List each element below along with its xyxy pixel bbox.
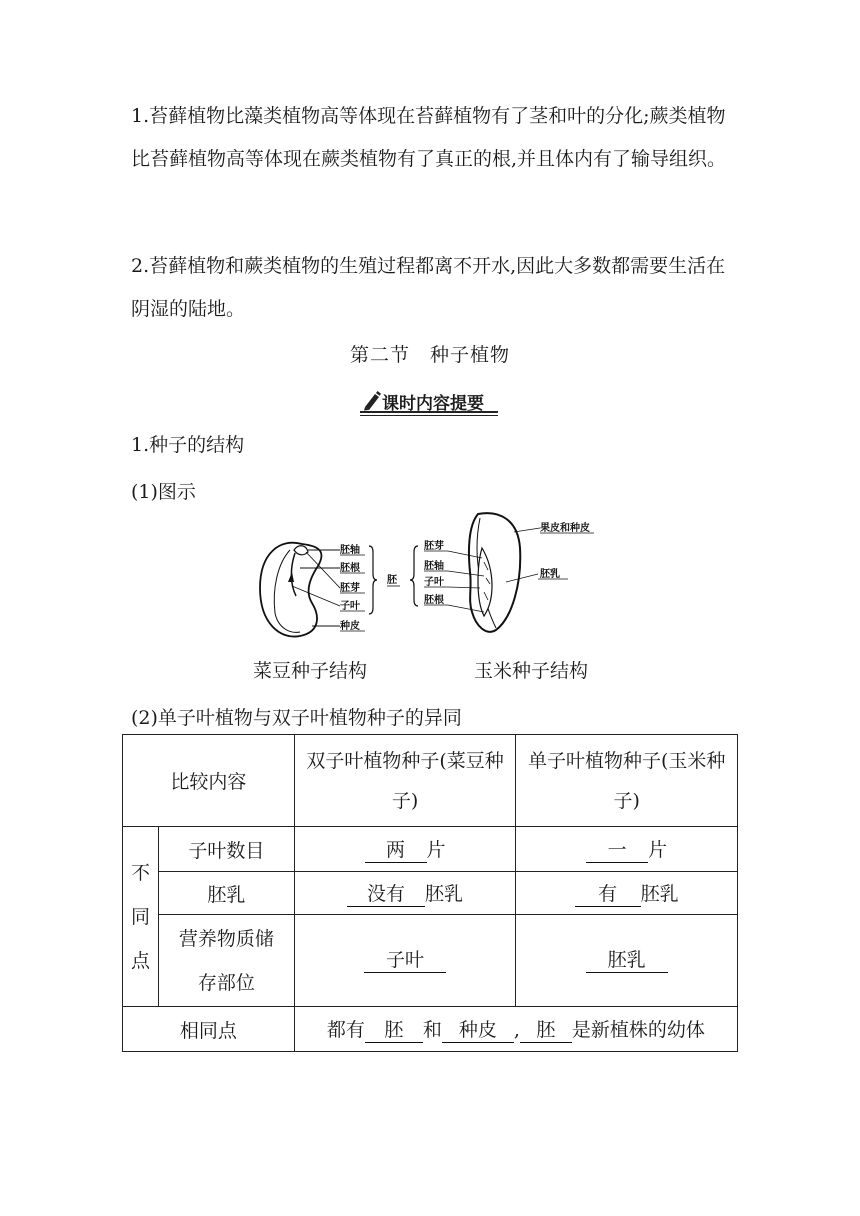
cell-monocot-endosperm	[516, 872, 738, 915]
section-title: 第二节 种子植物	[349, 344, 510, 366]
answer-blank: 胚乳	[586, 948, 668, 973]
header-monocot: 单子叶植物种子(玉米种子)	[516, 735, 738, 827]
corn-label-cotyledon: 子叶	[424, 577, 444, 588]
paragraph-2: 2.苔藓植物和蕨类植物的生殖过程都离不开水,因此大多数都需要生活在阴湿的陆地。	[131, 255, 726, 320]
cell-suffix: 片	[648, 839, 668, 861]
banner-rule-thin	[360, 415, 498, 416]
answer-blank: 有	[575, 882, 641, 907]
table-row	[123, 915, 738, 1007]
cell-dicot-endosperm	[294, 872, 516, 915]
same-prefix: 都有	[326, 1019, 365, 1041]
diff-group-label: 不同点	[123, 827, 159, 1007]
same-suffix: 是新植株的幼体	[571, 1019, 705, 1041]
paragraph-1: 1.苔藓植物比藻类植物高等体现在苔藓植物有了茎和叶的分化;蕨类植物比苔藓植物高等体现在蕨类植物有了真正的根,并且体内有了输导组织。	[131, 105, 727, 170]
bean-label-plumule: 胚芽	[340, 583, 360, 594]
cell-monocot-cotyledon	[516, 827, 738, 872]
cell-suffix: 胚乳	[425, 883, 464, 905]
answer-blank: 两	[365, 838, 427, 863]
row-label-storage: 营养物质储存部位	[158, 915, 294, 1007]
corn-label-hypocotyl: 胚轴	[424, 561, 444, 572]
embryo-label: 胚	[387, 575, 397, 586]
corn-brace	[410, 546, 418, 606]
table-row	[123, 827, 738, 872]
table-header-row	[123, 735, 738, 827]
same-points-label: 相同点	[123, 1007, 295, 1052]
bean-caption: 菜豆种子结构	[253, 660, 368, 682]
cell-suffix: 片	[426, 839, 446, 861]
seed-structure-diagram	[250, 508, 620, 648]
answer-blank: 没有	[347, 882, 425, 907]
row-label-endosperm: 胚乳	[158, 872, 294, 915]
cell-monocot-storage	[516, 915, 738, 1007]
answer-blank: 种皮	[442, 1018, 514, 1043]
answer-blank: 胚	[520, 1018, 572, 1043]
cell-suffix: 胚乳	[640, 883, 679, 905]
banner-rule	[360, 411, 498, 413]
table-row-same	[123, 1007, 738, 1052]
corn-label-plumule: 胚芽	[424, 541, 444, 552]
answer-blank: 子叶	[364, 948, 446, 973]
same-points-content	[294, 1007, 737, 1052]
answer-blank: 一	[586, 838, 648, 863]
row-label-cotyledon-count: 子叶数目	[158, 827, 294, 872]
corn-label-pericarp: 果皮和种皮	[540, 523, 590, 534]
bean-label-cotyledon: 子叶	[340, 601, 360, 612]
bean-seed-drawing	[260, 543, 321, 637]
header-compare-item: 比较内容	[123, 735, 295, 827]
answer-blank: 胚	[365, 1018, 423, 1043]
seed-comparison-table	[122, 734, 738, 1052]
corn-seed-drawing	[469, 513, 520, 632]
corn-caption: 玉米种子结构	[474, 660, 589, 682]
bean-label-seed-coat: 种皮	[340, 621, 360, 632]
table-row	[123, 872, 738, 915]
same-comma: ,	[513, 1019, 520, 1041]
item-diagram-heading: (1)图示	[131, 481, 196, 503]
pencil-icon	[362, 389, 382, 411]
lesson-summary-banner	[360, 388, 500, 414]
same-connector: 和	[422, 1019, 442, 1041]
corn-label-endosperm: 胚乳	[540, 569, 560, 580]
corn-label-radicle: 胚根	[424, 595, 444, 606]
item-comparison-heading: (2)单子叶植物与双子叶植物种子的异同	[131, 707, 462, 729]
banner-label: 课时内容提要	[382, 394, 484, 414]
cell-dicot-storage	[294, 915, 516, 1007]
cell-dicot-cotyledon	[294, 827, 516, 872]
bean-label-radicle: 胚根	[340, 563, 360, 574]
header-dicot: 双子叶植物种子(菜豆种子)	[294, 735, 516, 827]
bean-brace	[369, 546, 377, 614]
bean-label-hypocotyl: 胚轴	[340, 545, 360, 556]
item-seed-structure: 1.种子的结构	[131, 434, 245, 456]
